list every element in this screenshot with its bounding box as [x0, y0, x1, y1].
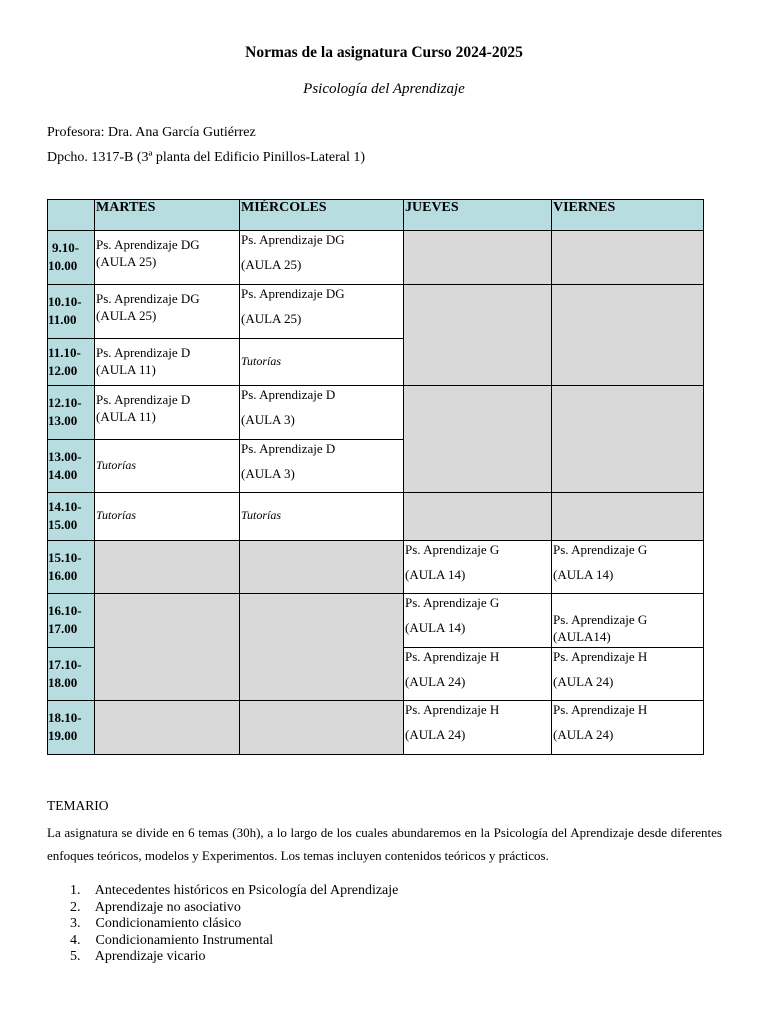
empty-slot: [239, 700, 403, 754]
time-slot: 18.10- 19.00: [47, 700, 94, 754]
class-slot: Ps. Aprendizaje DG (AULA 25): [239, 284, 403, 338]
empty-slot: [94, 647, 239, 700]
class-slot: Ps. Aprendizaje D (AULA 11): [94, 385, 239, 439]
day-header: VIERNES: [551, 199, 703, 230]
empty-slot: [94, 593, 239, 647]
empty-slot: [551, 338, 703, 385]
class-slot: Tutorías: [94, 439, 239, 492]
empty-slot: [403, 492, 551, 540]
class-slot: Ps. Aprendizaje D (AULA 11): [94, 338, 239, 385]
empty-slot: [403, 439, 551, 492]
class-slot: Ps. Aprendizaje G (AULA14): [551, 593, 703, 647]
class-slot: Ps. Aprendizaje G (AULA 14): [551, 540, 703, 593]
class-slot: Ps. Aprendizaje H (AULA 24): [551, 647, 703, 700]
header-corner: [47, 199, 94, 230]
list-item: 4. Condicionamiento Instrumental: [70, 932, 274, 948]
time-slot: 16.10- 17.00: [47, 593, 94, 647]
topic-list: [70, 883, 398, 966]
time-slot: 10.10- 11.00: [47, 284, 94, 338]
temario-heading: TEMARIO: [47, 798, 109, 813]
empty-slot: [551, 230, 703, 284]
empty-slot: [403, 338, 551, 385]
time-slot: 14.10- 15.00: [47, 492, 94, 540]
class-slot: Tutorías: [239, 492, 403, 540]
office-line: Dpcho. 1317-B (3ª planta del Edificio Pinillos-Lateral 1): [47, 150, 366, 165]
empty-slot: [551, 492, 703, 540]
professor-line: Profesora: Dra. Ana García Gutiérrez: [47, 125, 256, 140]
time-slot: 11.10- 12.00: [47, 338, 94, 385]
document-title: Normas de la asignatura Curso 2024-2025: [245, 44, 523, 61]
day-header: MARTES: [94, 199, 239, 230]
class-slot: Ps. Aprendizaje D (AULA 3): [239, 439, 403, 492]
empty-slot: [239, 647, 403, 700]
class-slot: Ps. Aprendizaje H (AULA 24): [403, 647, 551, 700]
time-slot: 12.10- 13.00: [47, 385, 94, 439]
time-slot: 17.10- 18.00: [47, 647, 94, 700]
empty-slot: [94, 540, 239, 593]
empty-slot: [551, 284, 703, 338]
empty-slot: [239, 540, 403, 593]
class-slot: Ps. Aprendizaje DG (AULA 25): [94, 284, 239, 338]
class-slot: Ps. Aprendizaje D (AULA 3): [239, 385, 403, 439]
list-item: 5. Aprendizaje vicario: [70, 949, 206, 964]
day-header: MIÉRCOLES: [239, 199, 403, 230]
class-slot: Ps. Aprendizaje G (AULA 14): [403, 593, 551, 647]
time-slot: 9.10- 10.00: [47, 230, 94, 284]
empty-slot: [403, 230, 551, 284]
class-slot: Ps. Aprendizaje H (AULA 24): [551, 700, 703, 754]
class-slot: Ps. Aprendizaje DG (AULA 25): [94, 230, 239, 284]
temario-paragraph: La asignatura se divide en 6 temas (30h), a lo largo de los cuales abundaremos en la Psicología del Aprendizaje desde diferentes enfoques teóricos, modelos y Experimentos. Los temas incluyen contenidos teóricos y prácticos.: [47, 825, 722, 863]
class-slot: Tutorías: [239, 338, 403, 385]
class-slot: Ps. Aprendizaje DG (AULA 25): [239, 230, 403, 284]
list-item: 1. Antecedentes históricos en Psicología del Aprendizaje: [70, 883, 399, 898]
empty-slot: [239, 593, 403, 647]
class-slot: Tutorías: [94, 492, 239, 540]
course-name: Psicología del Aprendizaje: [303, 81, 465, 97]
class-slot: Ps. Aprendizaje H (AULA 24): [403, 700, 551, 754]
empty-slot: [551, 439, 703, 492]
time-slot: 15.10- 16.00: [47, 540, 94, 593]
list-item: 3. Condicionamiento clásico: [70, 916, 242, 931]
empty-slot: [403, 284, 551, 338]
time-slot: 13.00- 14.00: [47, 439, 94, 492]
empty-slot: [551, 385, 703, 439]
class-slot: Ps. Aprendizaje G (AULA 14): [403, 540, 551, 593]
empty-slot: [403, 385, 551, 439]
empty-slot: [94, 700, 239, 754]
list-item: 2. Aprendizaje no asociativo: [70, 899, 241, 915]
day-header: JUEVES: [403, 199, 551, 230]
